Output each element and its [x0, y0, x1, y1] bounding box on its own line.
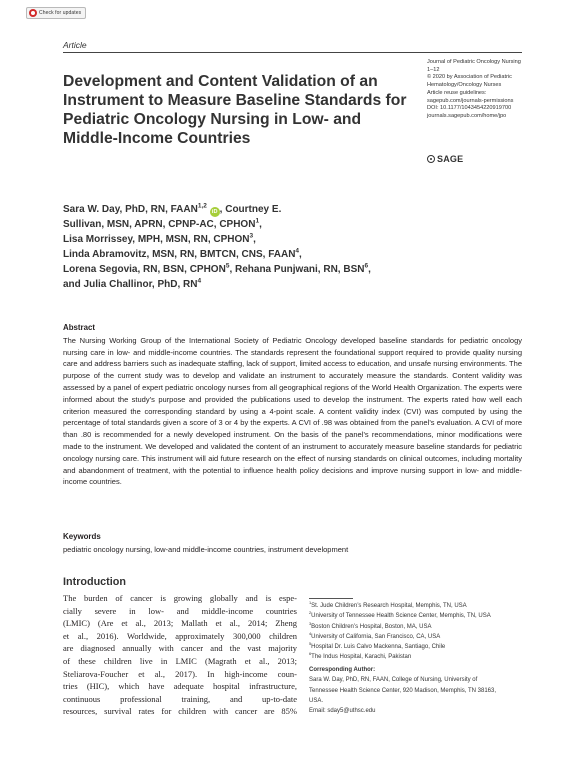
author-separator: , — [299, 249, 302, 260]
author-name[interactable]: Sullivan, MSN, APRN, CPNP-AC, CPHON — [63, 219, 256, 230]
text-line: (LMIC) (Are et al., 2013; Mallath et al., 2014; Zheng — [63, 618, 297, 629]
doi-link[interactable]: DOI: 10.1177/1043454220919700 — [427, 105, 512, 112]
reuse-guidelines-label: Article reuse guidelines: — [427, 89, 487, 96]
footnote-rule — [309, 598, 353, 599]
journal-home-link[interactable]: journals.sagepub.com/home/jpo — [427, 112, 507, 119]
affiliation-text: The Indus Hospital, Karachi, Pakistan — [311, 654, 412, 661]
affiliation-number: 1 — [309, 600, 312, 605]
check-for-updates-label: Check for updates — [39, 10, 82, 16]
text-line: are diagnosed annually with cancer and the vast majority — [63, 643, 297, 654]
affiliation-item — [309, 622, 534, 632]
corresponding-author-heading: Corresponding Author: — [309, 667, 376, 673]
copyright-holder: Hematology/Oncology Nurses — [427, 82, 502, 89]
text-line: The burden of cancer is growing globally and is espe- — [63, 593, 297, 603]
author-separator: , — [253, 234, 256, 245]
author-name[interactable]: Lisa Morrissey, MPH, MSN, RN, CPHON — [63, 234, 250, 245]
author-line — [63, 202, 463, 217]
author-sup: 4 — [197, 277, 202, 285]
sage-logo-icon — [427, 155, 435, 163]
author-name[interactable]: and Julia Challinor, PhD, RN — [63, 279, 198, 290]
affiliation-number: 6 — [309, 651, 312, 657]
affiliation-item — [309, 652, 534, 662]
author-sup: 1,2 — [197, 202, 207, 210]
author-sup: 1 — [255, 217, 260, 225]
keywords-heading: Keywords — [63, 532, 101, 541]
keywords-section — [63, 531, 522, 556]
affiliations — [309, 601, 534, 663]
corresponding-author — [309, 665, 534, 716]
keywords-text: pediatric oncology nursing, low-and middle-income countries, instrument development — [63, 544, 349, 554]
author-name[interactable]: Linda Abramovitz, MSN, RN, BMTCN, CNS, FAAN — [63, 249, 296, 260]
header-rule — [63, 52, 522, 53]
check-for-updates-badge[interactable] — [26, 7, 86, 19]
text-line: et al., 2016). Worldwide, approximately 300,000 children — [63, 630, 297, 641]
author-name[interactable]: Sara W. Day, PhD, RN, FAAN — [63, 204, 198, 215]
introduction-text — [63, 592, 297, 718]
affiliation-text: Hospital Dr. Luis Calvo Mackenna, Santiago, Chile — [311, 644, 446, 651]
affiliation-text: Boston Children’s Hospital, Boston, MA, USA — [311, 623, 432, 630]
corresponding-address-line: USA. — [309, 697, 324, 704]
corresponding-email[interactable]: Email: sday5@uthsc.edu — [309, 708, 376, 715]
affiliation-number: 5 — [309, 641, 312, 647]
corresponding-address-line: Sara W. Day, PhD, RN, FAAN, College of Nursing, University of — [309, 677, 478, 684]
affiliation-number: 4 — [309, 630, 312, 636]
affiliation-item — [309, 632, 534, 642]
crossmark-icon — [29, 9, 37, 17]
affiliation-text: St. Jude Children’s Research Hospital, Memphis, TN, USA — [311, 603, 467, 609]
abstract-text: The Nursing Working Group of the International Society of Pediatric Oncology developed baseline standards for pediatric oncology nursing care in low- and middle-income countries. The standards represent the foundational support required to provide quality nursing care and address barriers such as inadequate staffing, lack of support, limited access to education, and unsafe nursing environments. The purpose of the current study was to develop and validate an instrument to accurately measure the standards. Content validity was assessed by a panel of expert pediatric oncology nurses from all geographical regions of the World Health Organization. The experts were informed about the study’s purpose and provided the publications used to develop the instrument. The experts rated how well each criterion measured the corresponding standard by using a 4-point scale. A content validity index (CVI) was computed by using the percentage of total standards given a score of 3 or 4 by the experts. A CVI of .98 was obtained from the panel’s evaluation. A CVI of more than .80 is recommended for a newly developed instrument. On the basis of the panel’s recommendations, minor modifications were made to the instrument. We developed and validated the content of an instrument to accurately measure baseline standards for pediatric oncology nursing care. This instrument will aid future research on the effect of nursing standards on clinical outcomes, including mortality and abandonment of treatment, with the potential to influence health policy decisions and improve nursing support in low- and middle-income countries. — [63, 335, 522, 487]
permissions-link[interactable]: sagepub.com/journals-permissions — [427, 97, 514, 104]
affiliation-item — [309, 611, 534, 621]
author-line — [63, 277, 463, 292]
sage-wordmark: SAGE — [437, 154, 464, 164]
affiliation-number: 2 — [309, 610, 312, 616]
author-line — [63, 232, 463, 247]
affiliation-number: 3 — [309, 620, 312, 626]
orcid-icon[interactable]: iD — [210, 207, 220, 217]
author-sup: 5 — [225, 262, 230, 270]
text-line: continuous professional training, and up-to-date — [63, 693, 297, 704]
sage-logo — [427, 154, 463, 164]
text-line: tries (HIC), which have adequate hospital infrastructure, — [63, 681, 297, 692]
author-name[interactable]: Lorena Segovia, RN, BSN, CPHON — [63, 264, 226, 275]
author-separator: , — [368, 264, 371, 275]
author-line — [63, 262, 463, 277]
corresponding-address-line: Tennessee Health Science Center, 920 Madison, Memphis, TN 38163, — [309, 687, 496, 694]
text-line: cially severe in low- and middle-income countries — [63, 605, 297, 616]
abstract-section — [63, 322, 522, 488]
text-line: resources, survival rates for children with cancer are 85% — [63, 706, 297, 717]
abstract-heading: Abstract — [63, 323, 96, 332]
author-separator: , — [259, 219, 262, 230]
text-line: Steliarova-Foucher et al., 2017). In high-income coun- — [63, 668, 297, 679]
affiliation-item — [309, 601, 534, 611]
journal-pages: 1–12 — [427, 66, 440, 73]
introduction-heading: Introduction — [63, 576, 126, 588]
affiliation-item — [309, 642, 534, 652]
author-line — [63, 217, 463, 232]
copyright-line: © 2020 by Association of Pediatric — [427, 74, 512, 81]
affiliation-text: University of California, San Francisco, CA, USA — [311, 633, 441, 640]
affiliation-text: University of Tennessee Health Science Center, Memphis, TN, USA — [311, 613, 491, 620]
author-line — [63, 247, 463, 262]
author-sup: 3 — [249, 232, 254, 240]
article-type-label: Article — [63, 40, 87, 50]
author-sup: 6 — [364, 262, 369, 270]
author-name[interactable]: , Rehana Punjwani, RN, BSN — [229, 264, 365, 275]
journal-name: Journal of Pediatric Oncology Nursing — [427, 59, 521, 65]
text-line: of these children live in LMIC (Magrath et al., 2013; — [63, 655, 297, 666]
journal-info — [427, 59, 542, 121]
author-name[interactable]: , Courtney E. — [219, 204, 282, 215]
author-sup: 4 — [295, 247, 300, 255]
author-list — [63, 202, 463, 292]
article-title: Development and Content Validation of an Instrument to Measure Baseline Standards for Pediatric Oncology Nursing in Low- and Middle-Income Countries — [63, 73, 407, 147]
